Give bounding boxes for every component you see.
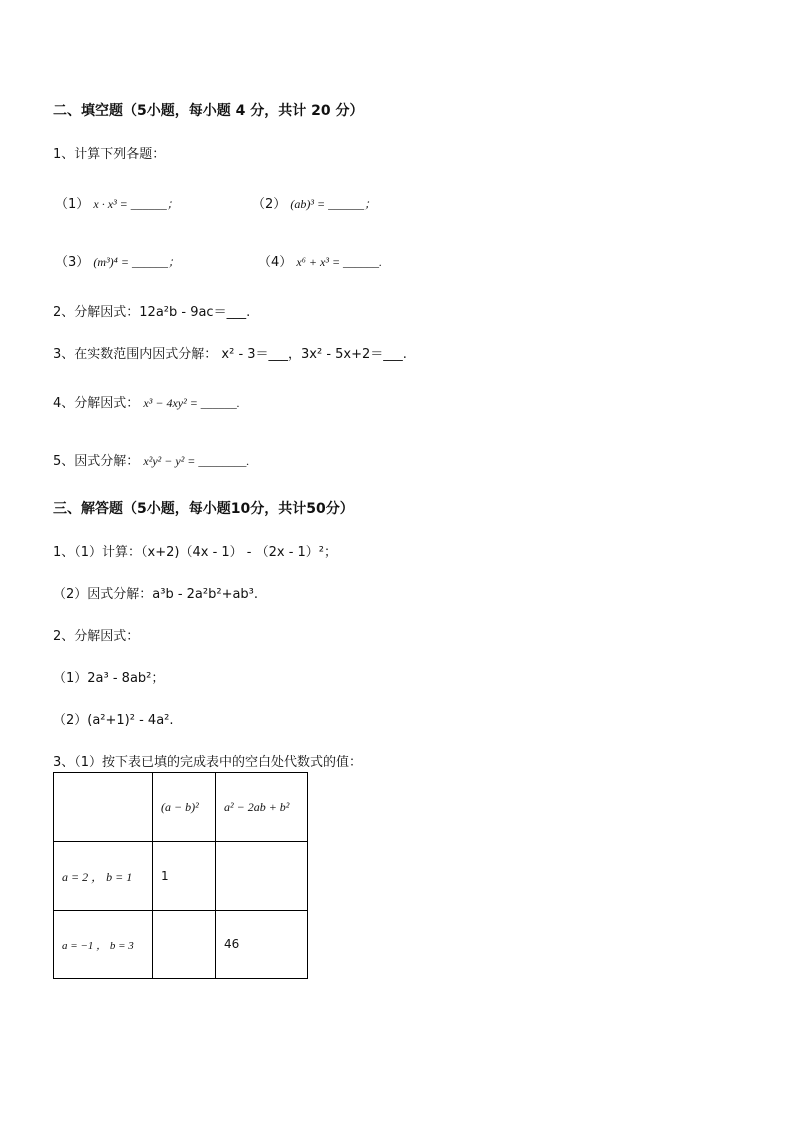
table-row: [54, 911, 308, 979]
q5: [53, 450, 249, 469]
s3-q2b: （2）(a²+1)² - 4a².: [53, 713, 174, 728]
table-row: [54, 842, 308, 911]
row2-col2-value: 46: [224, 937, 240, 951]
table-cell: [153, 842, 216, 911]
header-col1: (a − b)²: [161, 799, 199, 814]
table-header-row: [54, 773, 308, 842]
table-header-cell: [216, 773, 308, 842]
s3-q2: 2、分解因式：: [53, 629, 140, 644]
q4-math: x³ − 4xy² = ______.: [143, 396, 240, 410]
table-header-cell: [153, 773, 216, 842]
q1-part2-math: (ab)³ = ______；: [290, 197, 377, 211]
q1-part4-math: x⁶ + x³ = ______.: [296, 255, 383, 269]
q1-part3-math: (m³)⁴ = ______；: [93, 255, 180, 269]
q1-part1-math: x · x³ = ______；: [93, 197, 179, 211]
q1-part1-label: （1）: [55, 197, 90, 212]
q5-label: 5、因式分解：: [53, 454, 140, 469]
q2-text: 2、分解因式：12a²b - 9ac＝___.: [53, 305, 251, 320]
section2-heading: 二、填空题（5小题，每小题 4 分，共计 20 分）: [53, 103, 364, 119]
row2-label: a = −1 ， b = 3: [62, 939, 134, 952]
row1-col1-value: 1: [161, 868, 169, 883]
q1-part1: [55, 193, 179, 212]
table-row-label: [54, 911, 153, 979]
s3-q3: 3、（1）按下表已填的完成表中的空白处代数式的值：: [53, 755, 363, 770]
q4: [53, 392, 240, 411]
table-corner-cell: [54, 773, 153, 842]
q3-text: 3、在实数范围内因式分解： x² - 3＝___，3x² - 5x+2＝___.: [53, 347, 407, 362]
q4-label: 4、分解因式：: [53, 396, 140, 411]
s3-q1a: 1、（1）计算：（x+2)（4x - 1） - （2x - 1）²；: [53, 545, 338, 560]
q1-part2-label: （2）: [252, 197, 287, 212]
section3-heading: 三、解答题（5小题，每小题10分，共计50分）: [53, 501, 354, 517]
q1-part3-label: （3）: [55, 255, 90, 270]
s3-q1b: （2）因式分解：a³b - 2a²b²+ab³.: [53, 587, 259, 602]
q1-part4: [258, 251, 382, 270]
table-cell: [216, 911, 308, 979]
q1-part3: [55, 251, 180, 270]
header-col2: a² − 2ab + b²: [224, 799, 290, 814]
q1-stem: 1、计算下列各题：: [53, 147, 166, 162]
row1-label: a = 2 ， b = 1: [62, 869, 133, 884]
table-cell: [153, 911, 216, 979]
q5-math: x²y² − y² = ________.: [143, 454, 250, 468]
table-cell: [216, 842, 308, 911]
table-row-label: [54, 842, 153, 911]
values-table: [53, 772, 308, 979]
s3-q2a: （1）2a³ - 8ab²；: [53, 671, 165, 686]
q1-part4-label: （4）: [258, 255, 293, 270]
q1-part2: [252, 193, 376, 212]
